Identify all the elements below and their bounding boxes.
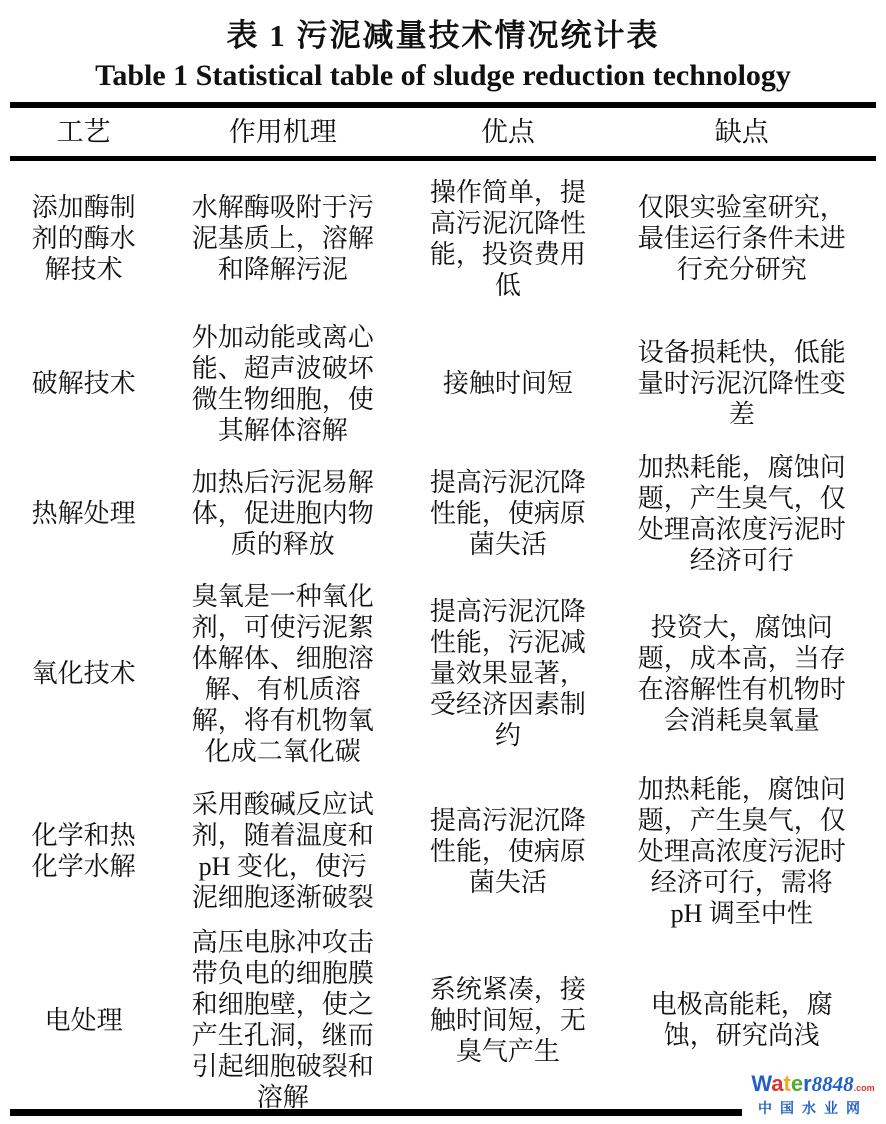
table-row (10, 576, 876, 771)
table-title-chinese: 表 1 污泥减量技术情况统计表 (226, 18, 660, 53)
cell-mechanism: 高压电脉冲攻击带负电的细胞膜和细胞壁，使之产生孔洞，继而引起细胞破裂和溶解 (191, 928, 374, 1112)
cell-process: 电处理 (44, 1005, 123, 1035)
cell-advantages: 系统紧凑，接触时间短，无臭气产生 (429, 974, 586, 1066)
cell-disadvantages: 加热耗能，腐蚀问题，产生臭气，仅处理高浓度污泥时经济可行，需将 pH 调至中性 (637, 774, 846, 928)
cell-advantages: 提高污泥沉降性能，使病原菌失活 (429, 468, 586, 559)
table-row (10, 451, 876, 576)
cell-process: 化学和热化学水解 (31, 821, 136, 881)
header-advantages: 优点 (480, 116, 535, 147)
cell-advantages: 接触时间短 (442, 369, 573, 398)
cell-disadvantages: 加热耗能，腐蚀问题，产生臭气，仅处理高浓度污泥时经济可行 (637, 452, 846, 575)
header-disadvantages: 缺点 (714, 116, 769, 147)
cell-disadvantages: 投资大，腐蚀问题，成本高，当存在溶解性有机物时会消耗臭氧量 (637, 612, 846, 735)
cell-advantages: 提高污泥沉降性能，使病原菌失活 (429, 805, 586, 897)
sludge-reduction-table (10, 102, 876, 1116)
cell-process: 氧化技术 (31, 659, 136, 688)
cell-mechanism: 加热后污泥易解体，促进胞内物质的释放 (191, 468, 374, 559)
cell-mechanism: 外加动能或离心能、超声波破坏微生物细胞，使其解体溶解 (191, 322, 374, 445)
water8848-logo-text: Water8848.com (751, 1071, 875, 1096)
cell-process: 添加酶制剂的酶水解技术 (31, 193, 136, 284)
table-row (10, 316, 876, 451)
cell-process: 破解技术 (31, 369, 136, 398)
header-process: 工艺 (56, 116, 111, 147)
water8848-watermark-logo[interactable] (742, 1073, 884, 1116)
table-header-row (10, 108, 876, 161)
cell-disadvantages: 设备损耗快，低能量时污泥沉降性变差 (637, 338, 846, 429)
cell-disadvantages: 仅限实验室研究，最佳运行条件未进行充分研究 (637, 193, 846, 284)
table-title-english: Table 1 Statistical table of sludge reduction technology (95, 59, 791, 92)
cell-mechanism: 采用酸碱反应试剂，随着温度和 pH 变化，使污泥细胞逐渐破裂 (191, 790, 374, 912)
cell-mechanism: 臭氧是一种氧化剂，可使污泥絮体解体、细胞溶解、有机质溶解，将有机物氧化成二氧化碳 (191, 581, 374, 766)
table-row (10, 771, 876, 931)
cell-advantages: 提高污泥沉降性能，污泥减量效果显著，受经济因素制约 (429, 597, 586, 750)
table-row (10, 161, 876, 316)
cell-process: 热解处理 (31, 499, 136, 528)
cell-advantages: 操作简单，提高污泥沉降性能，投资费用低 (429, 177, 586, 300)
header-mechanism: 作用机理 (228, 116, 337, 147)
water8848-subtitle: 中国水业网 (758, 1100, 868, 1116)
cell-disadvantages: 电极高能耗，腐蚀，研究尚浅 (650, 990, 833, 1050)
cell-mechanism: 水解酶吸附于污泥基质上，溶解和降解污泥 (191, 193, 374, 284)
page (10, 0, 876, 1116)
